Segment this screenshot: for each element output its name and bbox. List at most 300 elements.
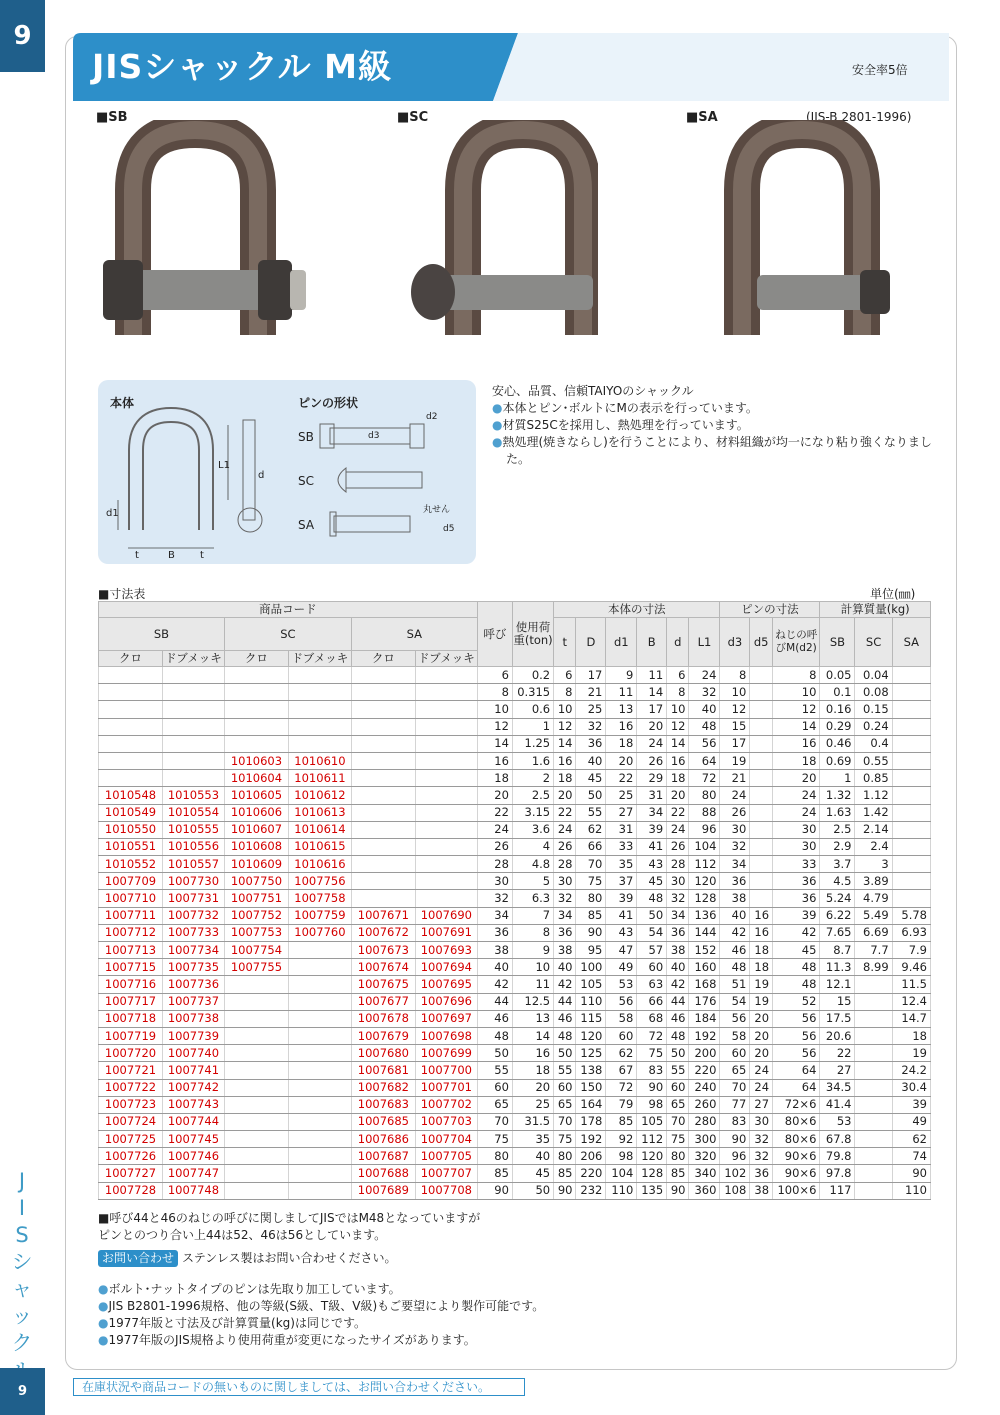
table-cell: 32 <box>720 838 750 855</box>
table-cell: 30 <box>667 873 689 890</box>
table-cell: 77 <box>720 1096 750 1113</box>
table-cell: 5.78 <box>892 907 930 924</box>
table-cell: 95 <box>576 942 606 959</box>
table-cell: 39 <box>637 821 667 838</box>
product-code-cell <box>415 718 477 735</box>
table-cell <box>892 701 930 718</box>
chapter-tab <box>0 0 45 72</box>
product-code-cell: 1007719 <box>99 1027 163 1044</box>
table-cell: 4.5 <box>820 873 855 890</box>
table-cell: 22 <box>477 804 512 821</box>
product-code-cell: 1010556 <box>163 838 225 855</box>
table-cell: 0.6 <box>512 701 553 718</box>
table-cell: 18 <box>606 735 637 752</box>
product-code-cell <box>351 787 415 804</box>
product-code-cell <box>288 1182 351 1199</box>
table-cell: 65 <box>477 1096 512 1113</box>
product-code-cell <box>415 667 477 684</box>
table-cell: 16 <box>512 1045 553 1062</box>
table-cell: 41 <box>637 838 667 855</box>
table-cell: 41 <box>606 907 637 924</box>
table-cell: 12.4 <box>892 993 930 1010</box>
table-cell: 30 <box>773 838 820 855</box>
product-code-cell: 1007740 <box>163 1045 225 1062</box>
product-code-cell: 1007702 <box>415 1096 477 1113</box>
product-code-cell <box>288 1045 351 1062</box>
table-cell: 26 <box>637 752 667 769</box>
table-cell: 45 <box>576 770 606 787</box>
table-cell: 6.22 <box>820 907 855 924</box>
product-code-cell <box>415 770 477 787</box>
product-code-cell: 1007712 <box>99 924 163 941</box>
product-code-cell: 1007722 <box>99 1079 163 1096</box>
table-cell: 30.4 <box>892 1079 930 1096</box>
product-code-cell: 1007690 <box>415 907 477 924</box>
dimension-table <box>98 601 931 1200</box>
table-cell: 8 <box>512 924 553 941</box>
product-code-cell <box>288 1113 351 1130</box>
table-cell: 3.6 <box>512 821 553 838</box>
product-code-cell <box>415 804 477 821</box>
header-L1: L1 <box>689 618 720 667</box>
product-code-cell <box>224 667 288 684</box>
product-code-cell: 1007724 <box>99 1113 163 1130</box>
table-cell: 62 <box>606 1045 637 1062</box>
table-cell: 49 <box>606 959 637 976</box>
table-cell: 46 <box>554 1010 576 1027</box>
product-code-cell <box>288 1165 351 1182</box>
product-code-cell: 1007741 <box>163 1062 225 1079</box>
table-cell: 48 <box>773 959 820 976</box>
table-cell: 54 <box>637 924 667 941</box>
diagram-drawing <box>98 380 476 564</box>
table-cell: 19 <box>750 976 773 993</box>
table-cell: 38 <box>477 942 512 959</box>
table-cell: 47 <box>606 942 637 959</box>
table-cell: 280 <box>689 1113 720 1130</box>
product-code-cell: 1007699 <box>415 1045 477 1062</box>
product-code-cell: 1007731 <box>163 890 225 907</box>
table-cell: 48 <box>667 1027 689 1044</box>
table-cell: 44 <box>667 993 689 1010</box>
table-cell: 1.32 <box>820 787 855 804</box>
header-sb-dobu: ドブメッキ <box>163 651 225 667</box>
table-cell: 27 <box>820 1062 855 1079</box>
table-cell: 206 <box>576 1148 606 1165</box>
table-cell: 70 <box>576 856 606 873</box>
table-row <box>99 804 931 821</box>
table-cell: 51 <box>720 976 750 993</box>
table-cell: 32 <box>667 890 689 907</box>
table-cell: 12 <box>773 701 820 718</box>
page-number-tab <box>0 1368 45 1415</box>
table-cell: 21 <box>576 684 606 701</box>
table-cell: 75 <box>554 1131 576 1148</box>
table-cell: 50 <box>637 907 667 924</box>
table-cell: 0.2 <box>512 667 553 684</box>
body-label: 本体 <box>110 396 135 410</box>
table-cell: 34 <box>720 856 750 873</box>
table-cell: 34 <box>667 907 689 924</box>
table-cell: 45 <box>773 942 820 959</box>
table-row <box>99 718 931 735</box>
table-cell: 46 <box>720 942 750 959</box>
table-cell: 27 <box>606 804 637 821</box>
table-cell: 18 <box>512 1062 553 1079</box>
table-cell: 60 <box>667 1079 689 1096</box>
table-cell: 16 <box>554 752 576 769</box>
table-cell: 48 <box>554 1027 576 1044</box>
table-cell: 1.25 <box>512 735 553 752</box>
table-cell <box>892 804 930 821</box>
product-code-cell: 1010611 <box>288 770 351 787</box>
product-code-cell: 1007688 <box>351 1165 415 1182</box>
product-code-cell: 1010550 <box>99 821 163 838</box>
table-cell: 20 <box>667 787 689 804</box>
table-cell: 16 <box>667 752 689 769</box>
header-pin: ピンの寸法 <box>720 602 820 618</box>
maru-sen-label: 丸せん <box>423 505 451 515</box>
table-cell: 5 <box>512 873 553 890</box>
product-code-cell <box>224 1113 288 1130</box>
table-cell: 26 <box>554 838 576 855</box>
table-row <box>99 838 931 855</box>
table-cell <box>750 856 773 873</box>
table-cell: 3.89 <box>855 873 892 890</box>
table-cell: 112 <box>689 856 720 873</box>
table-cell: 115 <box>576 1010 606 1027</box>
pin-label-sa: SA <box>298 518 315 532</box>
product-code-cell: 1007734 <box>163 942 225 959</box>
product-code-cell: 1007689 <box>351 1182 415 1199</box>
product-code-cell <box>224 1182 288 1199</box>
table-cell: 75 <box>637 1045 667 1062</box>
table-cell: 28 <box>477 856 512 873</box>
product-code-cell <box>351 890 415 907</box>
table-cell: 20 <box>637 718 667 735</box>
product-code-cell: 1007708 <box>415 1182 477 1199</box>
table-row <box>99 959 931 976</box>
table-row <box>99 1010 931 1027</box>
product-code-cell: 1007710 <box>99 890 163 907</box>
table-cell: 0.04 <box>855 667 892 684</box>
table-cell <box>892 821 930 838</box>
table-cell: 26 <box>720 804 750 821</box>
table-row <box>99 924 931 941</box>
product-code-cell: 1010552 <box>99 856 163 873</box>
table-cell: 97.8 <box>820 1165 855 1182</box>
table-cell: 66 <box>576 838 606 855</box>
table-cell: 79 <box>606 1096 637 1113</box>
table-cell: 120 <box>637 1148 667 1165</box>
product-code-cell: 1010612 <box>288 787 351 804</box>
table-cell: 39 <box>773 907 820 924</box>
product-code-cell: 1007759 <box>288 907 351 924</box>
table-row <box>99 1045 931 1062</box>
table-cell: 70 <box>554 1113 576 1130</box>
header-B: B <box>637 618 667 667</box>
table-cell: 1.12 <box>855 787 892 804</box>
table-cell: 56 <box>773 1027 820 1044</box>
table-cell <box>750 667 773 684</box>
table-cell: 45 <box>637 873 667 890</box>
table-cell: 192 <box>689 1027 720 1044</box>
table-cell <box>892 873 930 890</box>
table-cell: 4.8 <box>512 856 553 873</box>
shackle-sa-image <box>712 120 892 360</box>
table-cell: 20 <box>750 1027 773 1044</box>
table-cell: 20.6 <box>820 1027 855 1044</box>
table-cell: 9.46 <box>892 959 930 976</box>
dim-d1: d1 <box>106 508 119 519</box>
header-sa-kuro: クロ <box>351 651 415 667</box>
table-cell: 34 <box>477 907 512 924</box>
product-code-cell: 1010549 <box>99 804 163 821</box>
bullet-icon: ● <box>492 401 503 415</box>
table-cell: 260 <box>689 1096 720 1113</box>
product-code-cell <box>288 1131 351 1148</box>
product-code-cell: 1007707 <box>415 1165 477 1182</box>
table-cell: 48 <box>637 890 667 907</box>
product-code-cell <box>415 787 477 804</box>
table-cell <box>750 701 773 718</box>
note-screw-b: ピンとのつり合い上44は52、46は56としています。 <box>98 1228 387 1242</box>
table-cell: 17.5 <box>820 1010 855 1027</box>
table-cell: 90×6 <box>773 1148 820 1165</box>
table-cell <box>892 752 930 769</box>
product-code-cell: 1007730 <box>163 873 225 890</box>
table-cell: 24 <box>637 735 667 752</box>
table-cell: 90 <box>554 1182 576 1199</box>
table-cell: 110 <box>606 1182 637 1199</box>
product-code-cell: 1007744 <box>163 1113 225 1130</box>
product-code-cell <box>288 735 351 752</box>
table-cell: 79.8 <box>820 1148 855 1165</box>
product-code-cell: 1010603 <box>224 752 288 769</box>
table-row <box>99 976 931 993</box>
dim-l1: L1 <box>218 460 230 471</box>
table-cell <box>855 1182 892 1199</box>
table-row <box>99 701 931 718</box>
product-code-cell: 1010614 <box>288 821 351 838</box>
table-cell: 62 <box>576 821 606 838</box>
dim-t-right: t <box>200 550 204 561</box>
table-cell: 53 <box>820 1113 855 1130</box>
table-cell <box>855 1113 892 1130</box>
product-code-cell: 1007695 <box>415 976 477 993</box>
table-cell <box>855 976 892 993</box>
table-cell: 90 <box>720 1131 750 1148</box>
table-cell: 58 <box>606 1010 637 1027</box>
product-code-cell: 1007745 <box>163 1131 225 1148</box>
table-cell: 53 <box>606 976 637 993</box>
product-code-cell: 1007715 <box>99 959 163 976</box>
product-code-cell: 1010608 <box>224 838 288 855</box>
dim-d3: d3 <box>368 431 380 441</box>
table-cell: 22 <box>606 770 637 787</box>
product-code-cell: 1007672 <box>351 924 415 941</box>
product-code-cell: 1010548 <box>99 787 163 804</box>
table-cell: 12 <box>720 701 750 718</box>
table-cell: 18 <box>773 752 820 769</box>
table-cell: 11 <box>512 976 553 993</box>
table-cell: 39 <box>606 890 637 907</box>
unit-label: 単位(㎜) <box>870 587 916 601</box>
table-cell: 98 <box>637 1096 667 1113</box>
table-cell: 10 <box>512 959 553 976</box>
table-cell: 22 <box>820 1045 855 1062</box>
product-code-cell <box>288 1010 351 1027</box>
table-cell: 36 <box>477 924 512 941</box>
header-sc-dobu: ドブメッキ <box>288 651 351 667</box>
table-cell: 36 <box>667 924 689 941</box>
product-code-cell <box>99 684 163 701</box>
product-code-cell: 1007725 <box>99 1131 163 1148</box>
product-code-cell: 1007747 <box>163 1165 225 1182</box>
product-code-cell: 1007756 <box>288 873 351 890</box>
product-code-cell: 1007735 <box>163 959 225 976</box>
product-code-cell <box>224 1062 288 1079</box>
table-cell: 18 <box>750 959 773 976</box>
table-cell: 12.1 <box>820 976 855 993</box>
table-cell: 72 <box>637 1027 667 1044</box>
table-cell: 20 <box>606 752 637 769</box>
product-code-cell: 1010609 <box>224 856 288 873</box>
type-label-sa: ■SA <box>686 110 718 125</box>
table-cell: 24 <box>773 804 820 821</box>
table-cell: 8 <box>667 684 689 701</box>
table-cell: 24 <box>554 821 576 838</box>
product-code-cell <box>99 718 163 735</box>
table-cell: 29 <box>637 770 667 787</box>
table-cell: 70 <box>667 1113 689 1130</box>
product-code-cell: 1007750 <box>224 873 288 890</box>
table-cell: 36 <box>720 873 750 890</box>
table-cell: 108 <box>720 1182 750 1199</box>
dim-d5: d5 <box>443 524 455 534</box>
table-cell: 38 <box>720 890 750 907</box>
table-cell: 38 <box>750 1182 773 1199</box>
table-cell: 55 <box>576 804 606 821</box>
table-cell: 67.8 <box>820 1131 855 1148</box>
table-cell: 9 <box>512 942 553 959</box>
table-cell: 72×6 <box>773 1096 820 1113</box>
table-cell: 18 <box>477 770 512 787</box>
table-cell <box>855 1027 892 1044</box>
note-list <box>98 1281 544 1349</box>
product-code-cell <box>288 976 351 993</box>
table-cell: 2.5 <box>820 821 855 838</box>
product-code-cell: 1007685 <box>351 1113 415 1130</box>
table-cell <box>750 718 773 735</box>
dim-t-left: t <box>135 550 139 561</box>
table-cell <box>750 873 773 890</box>
page-title: JISシャックル M級 <box>92 47 393 86</box>
table-cell: 32 <box>477 890 512 907</box>
table-cell: 24 <box>689 667 720 684</box>
table-cell: 27 <box>750 1096 773 1113</box>
table-cell: 6 <box>667 667 689 684</box>
table-cell: 21 <box>720 770 750 787</box>
table-cell: 72 <box>606 1079 637 1096</box>
table-row <box>99 1165 931 1182</box>
product-code-cell: 1007700 <box>415 1062 477 1079</box>
table-cell: 12 <box>477 718 512 735</box>
product-code-cell: 1007753 <box>224 924 288 941</box>
table-cell: 0.46 <box>820 735 855 752</box>
table-cell: 43 <box>637 856 667 873</box>
product-code-cell: 1007682 <box>351 1079 415 1096</box>
table-cell: 14 <box>637 684 667 701</box>
table-cell: 176 <box>689 993 720 1010</box>
table-cell: 67 <box>606 1062 637 1079</box>
product-code-cell: 1007680 <box>351 1045 415 1062</box>
table-cell: 60 <box>637 959 667 976</box>
table-cell: 49 <box>892 1113 930 1130</box>
table-cell: 14 <box>773 718 820 735</box>
table-cell: 36 <box>773 890 820 907</box>
table-cell: 57 <box>637 942 667 959</box>
table-row <box>99 1096 931 1113</box>
table-cell <box>892 684 930 701</box>
table-cell: 55 <box>477 1062 512 1079</box>
product-code-cell <box>288 959 351 976</box>
product-code-cell <box>415 735 477 752</box>
table-cell: 42 <box>667 976 689 993</box>
product-code-cell <box>351 684 415 701</box>
table-cell: 65 <box>554 1096 576 1113</box>
product-code-cell: 1007723 <box>99 1096 163 1113</box>
table-cell: 25 <box>606 787 637 804</box>
table-cell: 0.1 <box>820 684 855 701</box>
table-cell: 232 <box>576 1182 606 1199</box>
dim-d: d <box>258 470 265 481</box>
table-cell: 31.5 <box>512 1113 553 1130</box>
product-code-cell: 1010615 <box>288 838 351 855</box>
table-cell: 32 <box>554 890 576 907</box>
table-cell: 64 <box>689 752 720 769</box>
table-cell: 0.55 <box>855 752 892 769</box>
table-cell: 14 <box>554 735 576 752</box>
table-cell: 20 <box>512 1079 553 1096</box>
table-cell <box>750 735 773 752</box>
table-row <box>99 770 931 787</box>
header-d: d <box>667 618 689 667</box>
product-code-cell <box>415 873 477 890</box>
header-mass-sb: SB <box>820 618 855 667</box>
table-cell: 46 <box>477 1010 512 1027</box>
product-code-cell: 1007675 <box>351 976 415 993</box>
table-row <box>99 787 931 804</box>
table-cell: 110 <box>576 993 606 1010</box>
table-cell: 18 <box>892 1027 930 1044</box>
product-code-cell: 1007694 <box>415 959 477 976</box>
table-row <box>99 821 931 838</box>
table-cell: 0.08 <box>855 684 892 701</box>
table-cell: 75 <box>576 873 606 890</box>
product-code-cell <box>99 735 163 752</box>
header-D: D <box>576 618 606 667</box>
bullet-icon: ● <box>492 418 503 432</box>
product-code-cell <box>288 1079 351 1096</box>
feature-item: ●材質S25Cを採用し、熱処理を行っています。 <box>492 418 749 432</box>
table-cell <box>892 770 930 787</box>
table-cell: 32 <box>576 718 606 735</box>
table-cell: 42 <box>773 924 820 941</box>
table-cell: 15 <box>820 993 855 1010</box>
product-code-cell <box>224 1079 288 1096</box>
header-d1: d1 <box>606 618 637 667</box>
